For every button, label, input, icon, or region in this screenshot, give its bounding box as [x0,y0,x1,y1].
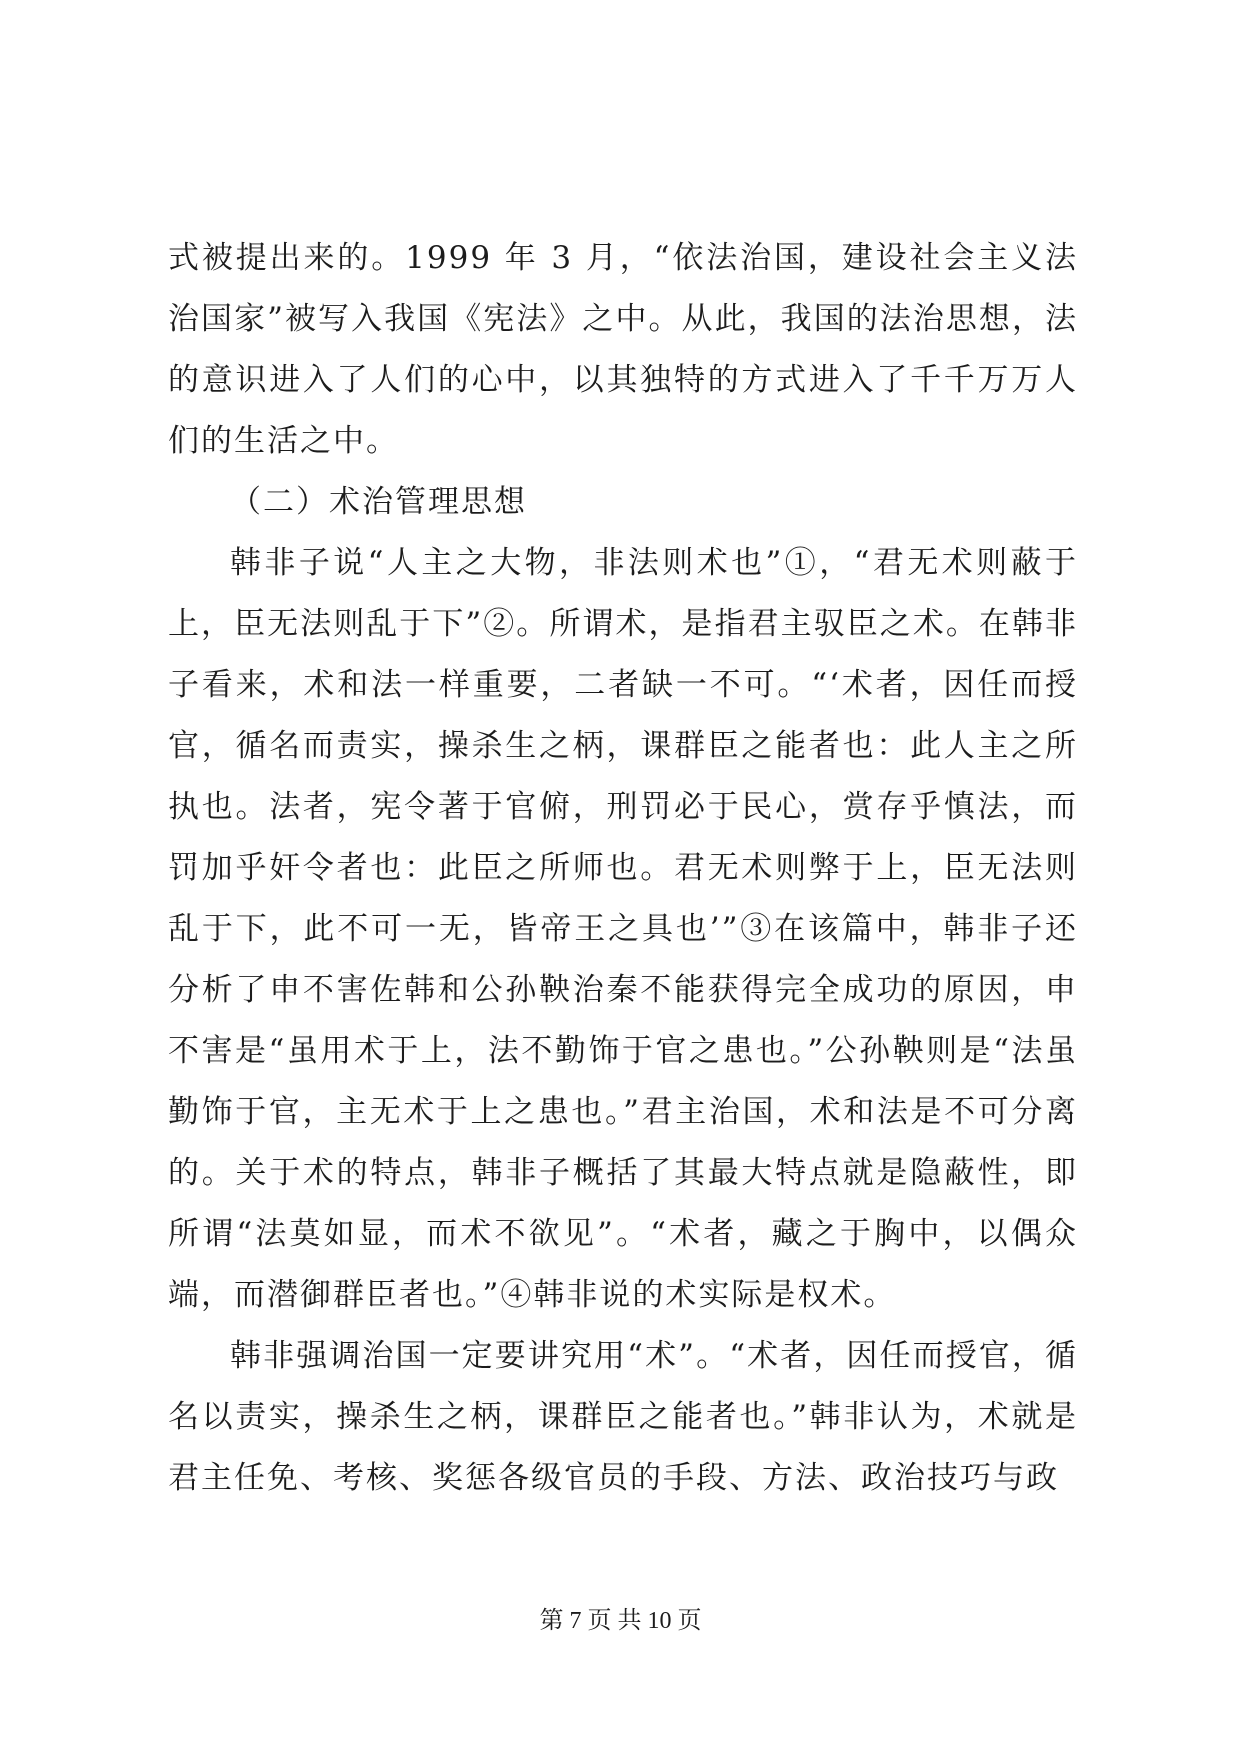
paragraph-han-fei: 韩非强调治国一定要讲究用“术”。“术者，因任而授官，循名以责实，操杀生之柄，课群臣之能者也。”韩非认为，术就是君主任免、考核、奖惩各级官员的手段、方法、政治技巧与政 [168,1338,1078,1496]
document-body [168,228,1078,1509]
paragraph-shu-zhi: 韩非子说“人主之大物，非法则术也”①，“君无术则蔽于上，臣无法则乱于下”②。所谓术，是指君主驭臣之术。在韩非子看来，术和法一样重要，二者缺一不可。“‘术者，因任而授官，循名而责实，操杀生之柄，课群臣之能者也：此人主之所执也。法者，宪令著于官俯，刑罚必于民心，赏存乎慎法，而罚加乎奸令者也：此臣之所师也。君无术则弊于上，臣无法则乱于下，此不可一无，皆帝王之具也’”③在该篇中，韩非子还分析了申不害佐韩和公孙鞅治秦不能获得完全成功的原因，申不害是“虽用术于上，法不勤饰于官之患也。”公孙鞅则是“法虽勤饰于官，主无术于上之患也。”君主治国，术和法是不可分离的。关于术的特点，韩非子概括了其最大特点就是隐蔽性，即所谓“法莫如显，而术不欲见”。“术者，藏之于胸中，以偶众端，而潜御群臣者也。”④韩非说的术实际是权术。 [168,545,1078,1313]
paragraph-continuation: 式被提出来的。1999 年 3 月，“依法治国，建设社会主义法治国家”被写入我国《宪法》之中。从此，我国的法治思想，法的意识进入了人们的心中，以其独特的方式进入了千千万万人们的生活之中。 [168,240,1078,459]
section-heading: （二）术治管理思想 [230,484,527,520]
page-number-footer: 第 7 页 共 10 页 [539,1608,702,1634]
